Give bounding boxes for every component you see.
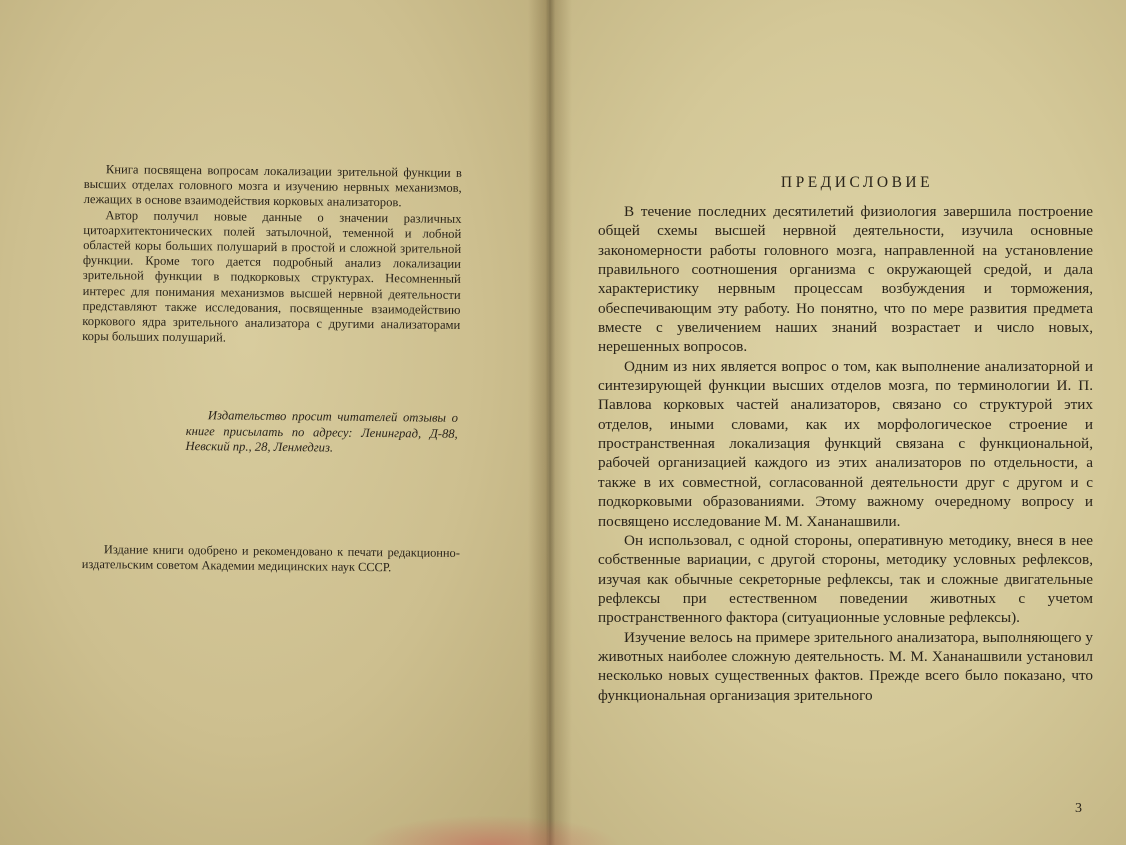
approval-note-text: Издание книги одобрено и рекомендовано к печати редакционно-издательским советом Академии медицинских наук СССР. [81, 542, 460, 575]
annotation-paragraph-1: Книга посвящена вопросам локализации зрительной функции в высших отделах головного мозга и изучению нервных механизмов, лежащих в основе взаимодействия корковых анализаторов. [83, 162, 462, 210]
preface-title: ПРЕДИСЛОВИЕ [780, 174, 934, 191]
right-page [548, 0, 1126, 845]
approval-note [82, 542, 460, 576]
preface-body [598, 202, 1093, 705]
page-number: 3 [1075, 801, 1082, 816]
book-gutter-shadow [528, 0, 572, 845]
preface-paragraph-3: Он использовал, с одной стороны, оперативную методику, внеся в нее собственные вариации, с другой стороны, методику условных рефлексов, изучая как обычные секреторные рефлексы, так и сложные двигательные рефлексы при естественном поведении животных с учетом пространственного фактора (ситуационные условные рефлексы). [598, 531, 1093, 627]
annotation-paragraph-2: Автор получил новые данные о значении различных цитоархитектонических полей затылочной, теменной и лобной областей коры больших полушарий в простой и сложной зрительной функции. Кроме того дается подробный анализ локализации зрительной функции в подкорковых структурах. Несомненный интерес для понимания механизмов высшей нервной деятельности представляют также исследования, посвященные взаимодействию коркового ядра зрительного анализатора с другими анализаторами коры больших полушарий. [82, 207, 462, 345]
publisher-note-text: Издательство просит читателей отзывы о книге присылать по адресу: Ленинград, Д-88, Невский пр., 28, Ленмедгиз. [185, 408, 458, 455]
red-light-reflection [360, 815, 620, 845]
publisher-note [186, 408, 458, 457]
preface-paragraph-1: В течение последних десятилетий физиология завершила построение общей схемы высшей нервной деятельности, изучила основные закономерности работы головного мозга, направленной на установление правильного соотношения организма с окружающей средой, и дала характеристику нервным процессам возбуждения и торможения, обеспечивающим эту работу. Но понятно, что по мере развития предмета вместе с увеличением наших знаний возрастает и число новых, нерешенных вопросов. [598, 203, 1093, 356]
preface-paragraph-2: Одним из них является вопрос о том, как выполнение анализаторной и синтезирующей функции высших отделов мозга, по терминологии И. П. Павлова корковых частей анализаторов, связано со структурой этих отделов, иными словами, как их морфологическое строение и пространственная локализация функций связана с функциональной, рабочей организацией каждого из этих анализаторов по отдельности, а также в их совместной, согласованной деятельности друг с другом и с подкорковыми образованиями. Этому важному очередному вопросу и посвящено исследование М. М. Хананашвили. [598, 357, 1093, 530]
left-page [0, 0, 548, 845]
book-annotation [82, 162, 462, 348]
preface-paragraph-4: Изучение велось на примере зрительного анализатора, выполняющего у животных наиболее сложную деятельность. М. М. Хананашвили установил несколько новых существенных фактов. Прежде всего было показано, что функциональная организация зрительного [598, 628, 1093, 704]
